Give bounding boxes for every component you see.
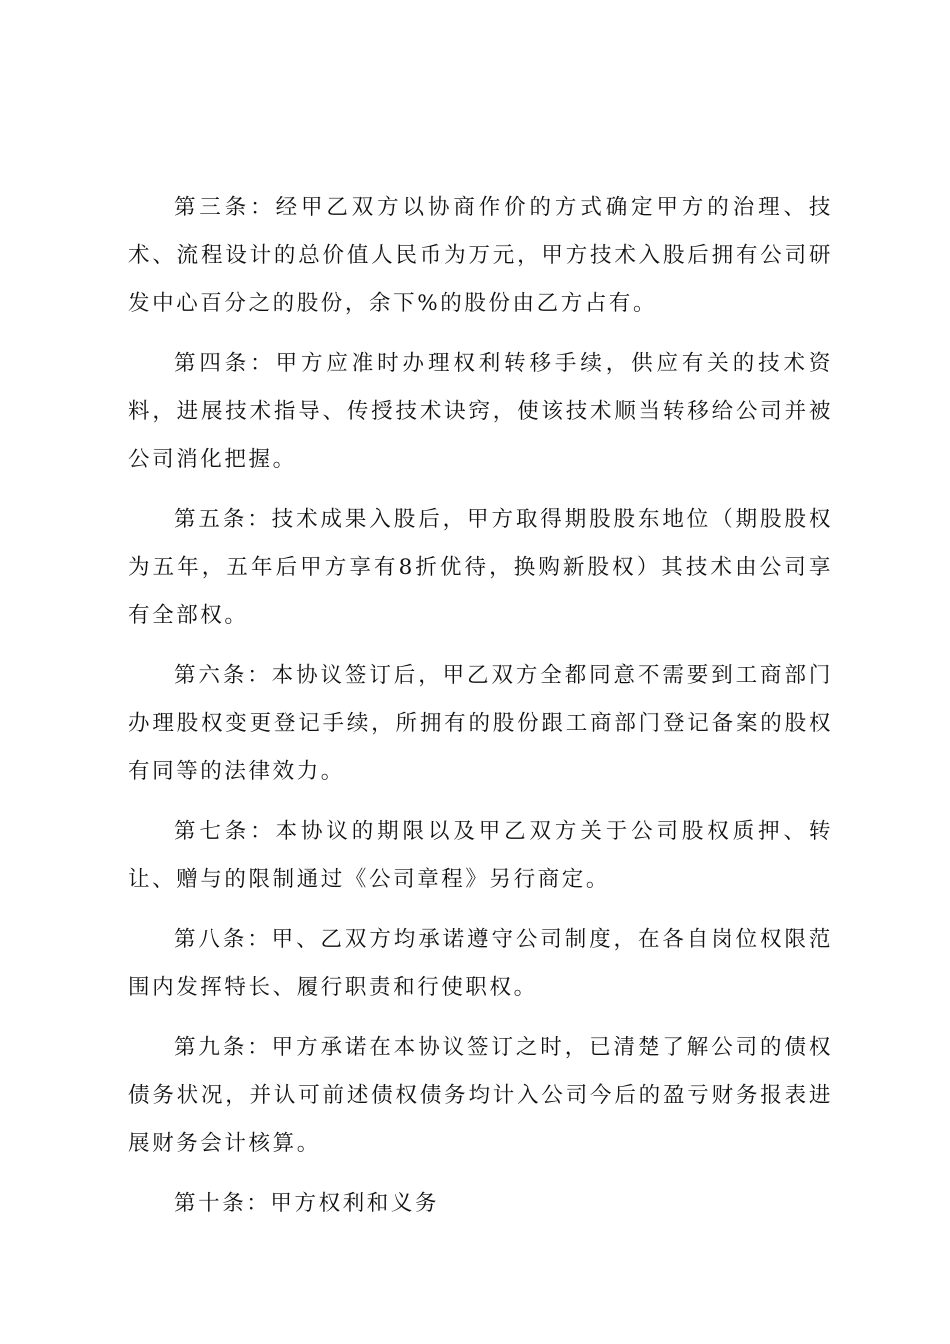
article-5-paragraph: 第五条：技术成果入股后，甲方取得期股股东地位（期股股权为五年，五年后甲方享有8折优待，换购新股权）其技术由公司享有全部权。 <box>128 507 833 628</box>
article-7-paragraph: 第七条：本协议的期限以及甲乙双方关于公司股权质押、转让、赠与的限制通过《公司章程》另行商定。 <box>128 819 833 892</box>
article-10-heading: 第十条：甲方权利和义务 <box>174 1191 440 1216</box>
article-3-paragraph: 第三条：经甲乙双方以协商作价的方式确定甲方的治理、技术、流程设计的总价值人民币为万元，甲方技术入股后拥有公司研发中心百分之的股份，余下%的股份由乙方占有。 <box>128 195 833 316</box>
article-9-paragraph: 第九条：甲方承诺在本协议签订之时，已清楚了解公司的债权债务状况，并认可前述债权债务均计入公司今后的盈亏财务报表进展财务会计核算。 <box>128 1035 833 1156</box>
article-4-paragraph: 第四条：甲方应准时办理权利转移手续，供应有关的技术资料，进展技术指导、传授技术诀窍，使该技术顺当转移给公司并被公司消化把握。 <box>128 351 833 472</box>
article-8-paragraph: 第八条：甲、乙双方均承诺遵守公司制度，在各自岗位权限范围内发挥特长、履行职责和行使职权。 <box>128 927 833 1000</box>
article-6-paragraph: 第六条：本协议签订后，甲乙双方全都同意不需要到工商部门办理股权变更登记手续，所拥有的股份跟工商部门登记备案的股权有同等的法律效力。 <box>128 663 833 784</box>
document-body <box>128 184 833 1240</box>
